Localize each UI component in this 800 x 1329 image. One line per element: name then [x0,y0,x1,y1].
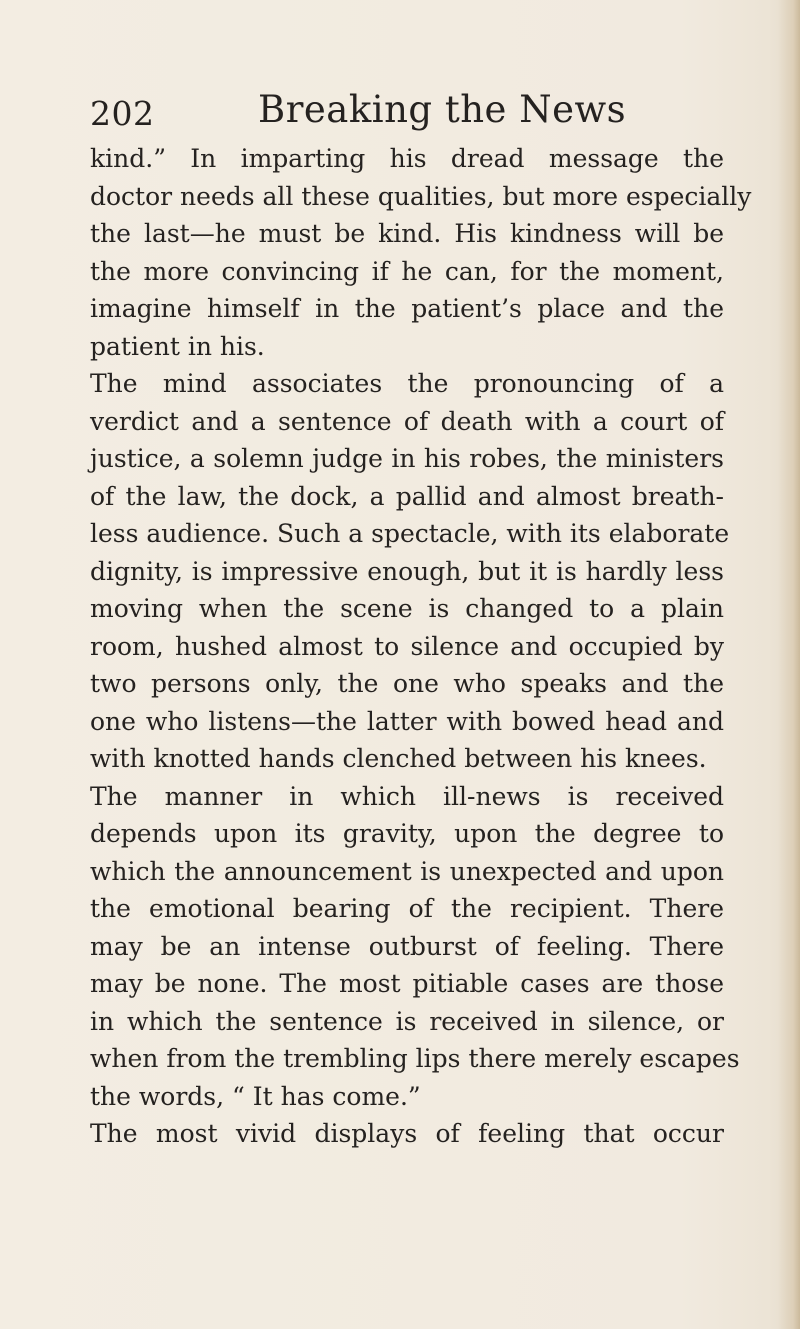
text-line: may be an intense outburst of feeling. There [90,931,724,961]
page-edge-shadow [778,0,800,1329]
text-line: The most vivid displays of feeling that occur [90,1119,724,1148]
text-line: kind.” In imparting his dread message the [90,144,724,173]
text-line: the emotional bearing of the recipient. There [90,894,724,923]
text-line: patient in his. [90,331,265,361]
text-line: imagine himself in the patient’s place and the [90,294,724,323]
text-line: justice, a solemn judge in his robes, the ministers [90,444,724,473]
text-line: one who listens—the latter with bowed head and [90,706,724,736]
page-number: 202 [90,94,155,133]
running-head: Breaking the News [258,88,627,131]
text-line: The manner in which ill-news is received [90,781,724,811]
text-line: which the announcement is unexpected and upon [90,856,724,886]
paragraph [90,365,730,778]
text-line: verdict and a sentence of death with a court of [90,406,724,436]
text-line: with knotted hands clenched between his knees. [90,744,707,773]
paragraph [90,1115,724,1153]
text-line: dignity, is impressive enough, but it is hardly less [90,556,724,586]
text-line: depends upon its gravity, upon the degree to [90,819,724,848]
text-line: room, hushed almost to silence and occupied by [90,631,724,661]
text-line: The mind associates the pronouncing of a [90,369,724,398]
text-line: in which the sentence is received in silence, or [90,1006,724,1036]
text-line: when from the trembling lips there merely escapes [90,1044,740,1073]
text-line: doctor needs all these qualities, but more especially [90,181,752,211]
text-line: may be none. The most pitiable cases are those [90,969,724,998]
text-line: two persons only, the one who speaks and the [90,669,724,698]
text-line: of the law, the dock, a pallid and almost breath- [90,481,724,511]
paragraph [90,778,740,1116]
text-line: the more convincing if he can, for the moment, [90,256,724,286]
text-line: the words, “ It has come.” [90,1081,421,1111]
page-header [90,88,780,138]
text-line: the last—he must be kind. His kindness will be [90,219,724,248]
body-text [90,140,752,1153]
text-line: moving when the scene is changed to a plain [90,594,724,623]
paragraph [90,140,752,365]
text-line: less audience. Such a spectacle, with its elaborate [90,519,730,548]
